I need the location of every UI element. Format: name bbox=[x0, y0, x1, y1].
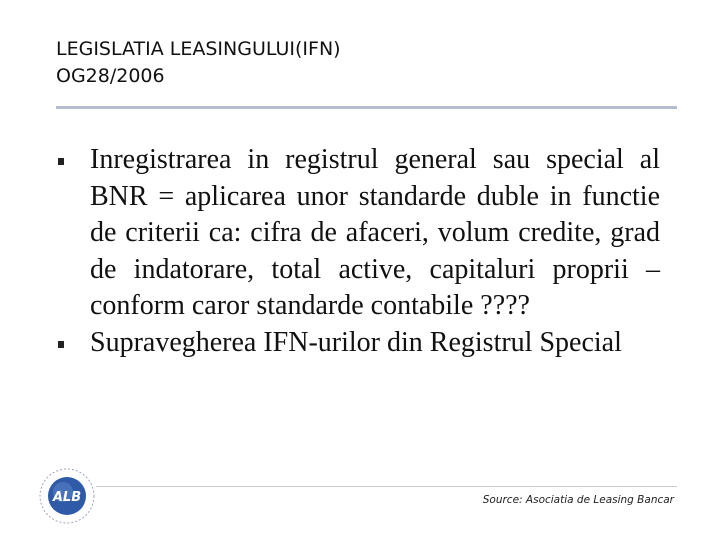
square-bullet-icon bbox=[58, 341, 64, 348]
slide-title-line-2: OG28/2006 bbox=[56, 65, 165, 87]
source-note: Source: Asociatia de Leasing Bancar bbox=[482, 494, 674, 506]
title-divider bbox=[56, 106, 677, 109]
slide-title bbox=[56, 36, 341, 90]
alb-logo-icon bbox=[34, 462, 100, 528]
bullet-text-2: Supravegherea IFN-urilor din Registrul Special bbox=[90, 326, 622, 358]
bullet-item-1 bbox=[56, 142, 660, 325]
logo-label: ALB bbox=[52, 490, 82, 505]
slide-title-line-1: LEGISLATIA LEASINGULUI(IFN) bbox=[56, 38, 341, 60]
bullet-text-1: Inregistrarea in registrul general sau special al BNR = aplicarea unor standarde duble in functie de criterii ca: cifra de afaceri, volum credite, grad de indatorare, total active, capitaluri proprii – conform caror standarde contabile ???? bbox=[90, 144, 660, 321]
bullet-list bbox=[56, 142, 660, 361]
alb-logo-graphic bbox=[34, 462, 100, 528]
bullet-item-2 bbox=[56, 325, 660, 362]
footer-divider bbox=[96, 486, 677, 487]
square-bullet-icon bbox=[58, 158, 64, 165]
